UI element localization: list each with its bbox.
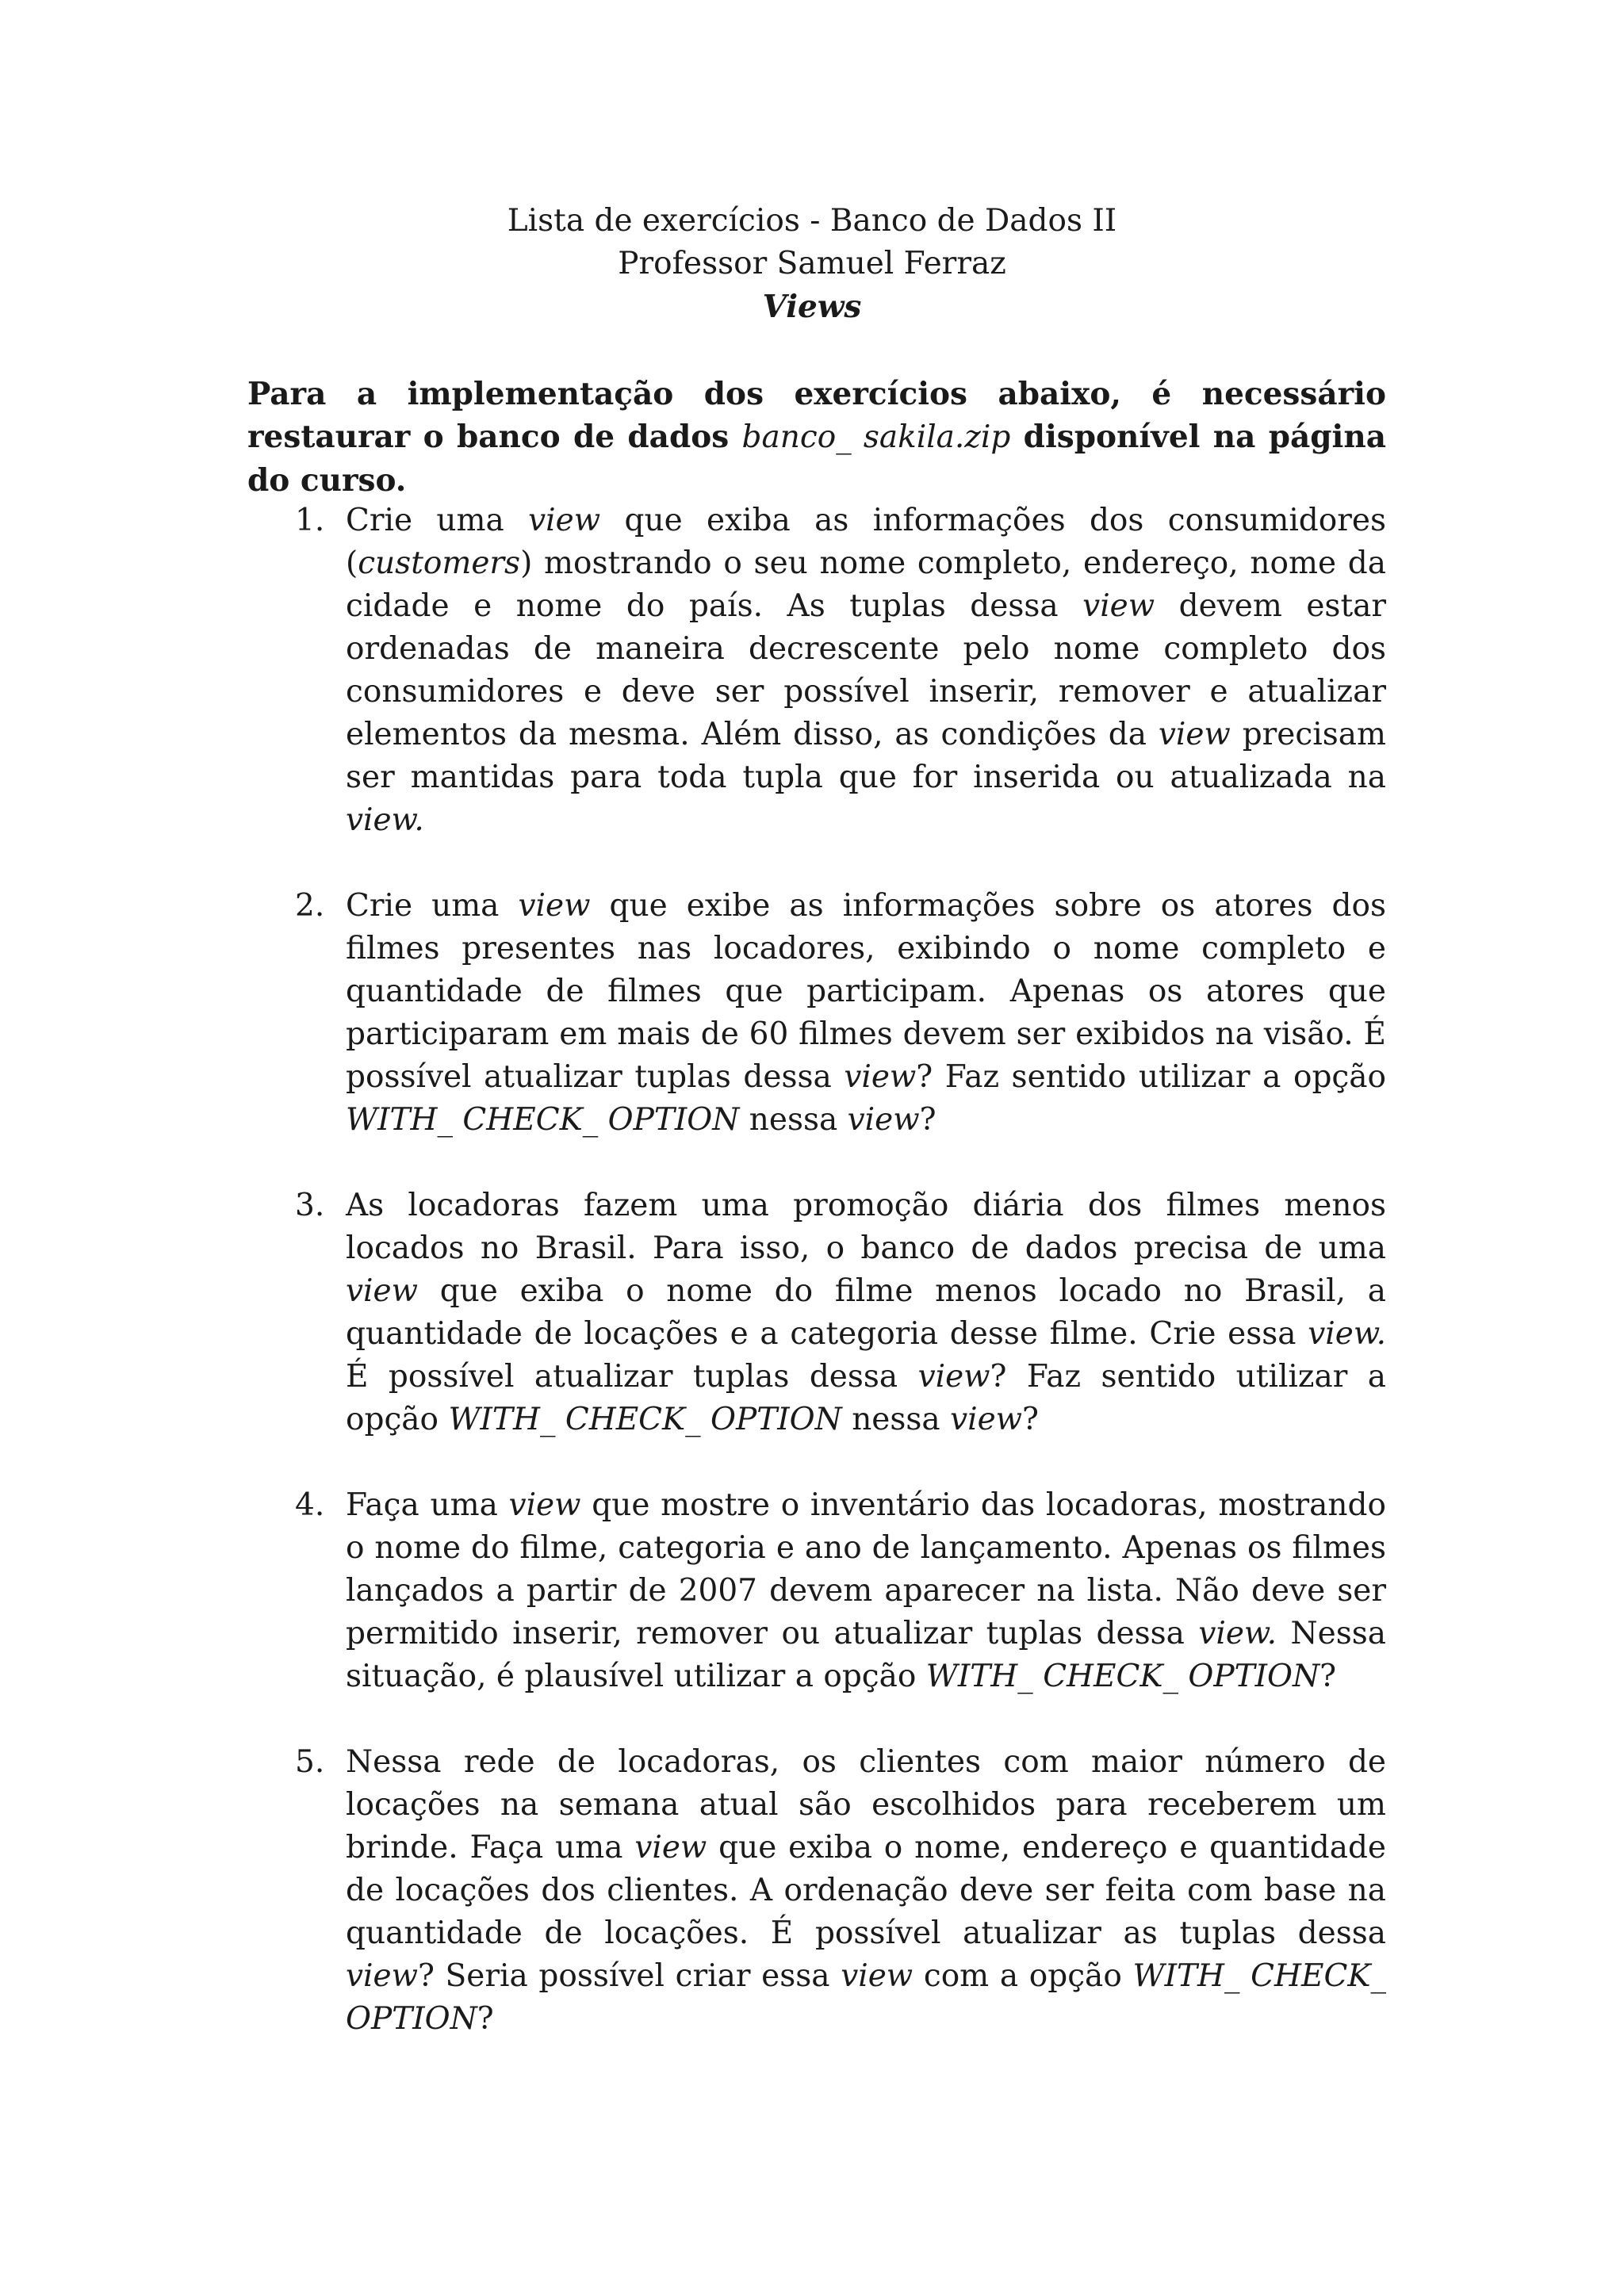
exercise-term: view [634,1830,707,1866]
exercise-term: view [917,1359,990,1395]
exercise-item [247,1184,1386,1441]
exercise-text: ) mostrando o seu nome completo, endereço, nome da cidade e nome do país. As tuplas dessa [346,545,1386,624]
exercise-term: view. [1198,1616,1277,1651]
topic-title: Views [762,289,862,325]
exercise-text: ? [1320,1659,1337,1694]
exercise-term: WITH_ CHECK_ OPTION [346,1102,740,1138]
exercise-text: com a opção [923,1958,1122,1994]
instructions-text-end: disponível na página do curso. [247,419,1386,499]
exercise-text: Crie uma [346,888,500,924]
exercise-text: É possível atualizar tuplas dessa [346,1359,898,1395]
exercise-text: ? Seria possível criar essa [417,1958,830,1994]
exercise-term: view [508,1487,581,1523]
exercise-text: As locadoras fazem uma promoção diária dos filmes menos locados no Brasil. Para isso, o banco de dados precisa de uma [346,1188,1386,1266]
exercise-term: view [1082,588,1155,624]
exercise-term: customers [358,545,521,581]
exercise-term: view [841,1958,914,1994]
exercise-item [247,1484,1386,1698]
exercise-number: 3. [295,1188,325,1223]
exercise-text: que exiba o nome do filme menos locado no Brasil, a quantidade de locações e a categoria desse filme. Crie essa [346,1273,1386,1352]
exercise-text: nessa [749,1102,838,1138]
exercise-text: devem estar ordenadas de maneira decrescente pelo nome completo dos consumidores e deve ser possível inserir, remover e atualizar elementos da mesma. Além disso, as condições da [346,588,1387,752]
exercise-text: que mostre o inventário das locadoras, mostrando o nome do filme, categoria e ano de lançamento. Apenas os filmes lançados a partir de 2007 devem aparecer na lista. Não deve ser permitido inserir, remover ou atualizar tuplas dessa [346,1487,1386,1651]
exercise-item [247,1741,1386,2041]
exercise-list [247,499,1386,2084]
exercise-term: view [518,888,591,924]
exercise-term: view [847,1102,920,1138]
exercise-term: WITH_ CHECK_ OPTION [346,1958,1386,2037]
exercise-text: que exiba as informações dos consumidores ( [346,503,1386,581]
exercise-text: ? [919,1102,936,1138]
exercise-term: view [346,1958,418,1994]
exercise-item [247,499,1386,842]
exercise-number: 1. [295,503,325,538]
course-title: Lista de exercícios - Banco de Dados II [507,203,1117,239]
exercise-text: que exiba o nome, endereço e quantidade de locações dos clientes. A ordenação deve ser feita com base na quantidade de locações. É possível atualizar as tuplas dessa [346,1830,1386,1951]
professor-name: Professor Samuel Ferraz [618,246,1006,281]
exercise-text: precisam ser mantidas para toda tupla que for inserida ou atualizada na [346,717,1386,795]
document-header [0,200,1624,328]
exercise-term: WITH_ CHECK_ OPTION [448,1402,842,1437]
exercise-number: 2. [295,888,325,924]
exercise-text: ? Faz sentido utilizar a opção [346,1359,1386,1437]
exercise-number: 5. [295,1744,325,1780]
exercise-item [247,885,1386,1142]
exercise-term: view [1158,717,1231,752]
exercise-term: WITH_ CHECK_ OPTION [925,1659,1320,1694]
exercise-term: view [844,1059,917,1095]
exercise-text: ? Faz sentido utilizar a opção [916,1059,1386,1095]
exercise-text: nessa [852,1402,940,1437]
exercise-number: 4. [295,1487,325,1523]
exercise-term: view. [346,802,424,838]
exercise-text: Faça uma [346,1487,498,1523]
exercise-term: view [528,503,601,538]
exercise-term: view. [1308,1316,1386,1352]
exercise-term: view [346,1273,418,1309]
instructions-paragraph [247,373,1386,502]
exercise-text: ? [477,2001,494,2037]
exercise-text: Crie uma [346,503,504,538]
file-name: banco_ sakila.zip [741,419,1011,455]
exercise-text: ? [1022,1402,1039,1437]
exercise-text: que exibe as informações sobre os atores dos filmes presentes nas locadores, exibindo o nome completo e quantidade de filmes que participam. Apenas os atores que participaram em mais de 60 filmes devem ser exibidos na visão. É possível atualizar tuplas dessa [346,888,1386,1095]
exercise-term: view [950,1402,1023,1437]
instructions-text: Para a implementação dos exercícios abaixo, é necessário restaurar o banco de dados [247,376,1386,455]
exercise-text: Nessa rede de locadoras, os clientes com maior número de locações na semana atual são escolhidos para receberem um brinde. Faça uma [346,1744,1386,1866]
exercise-text: Nessa situação, é plausível utilizar a opção [346,1616,1386,1694]
